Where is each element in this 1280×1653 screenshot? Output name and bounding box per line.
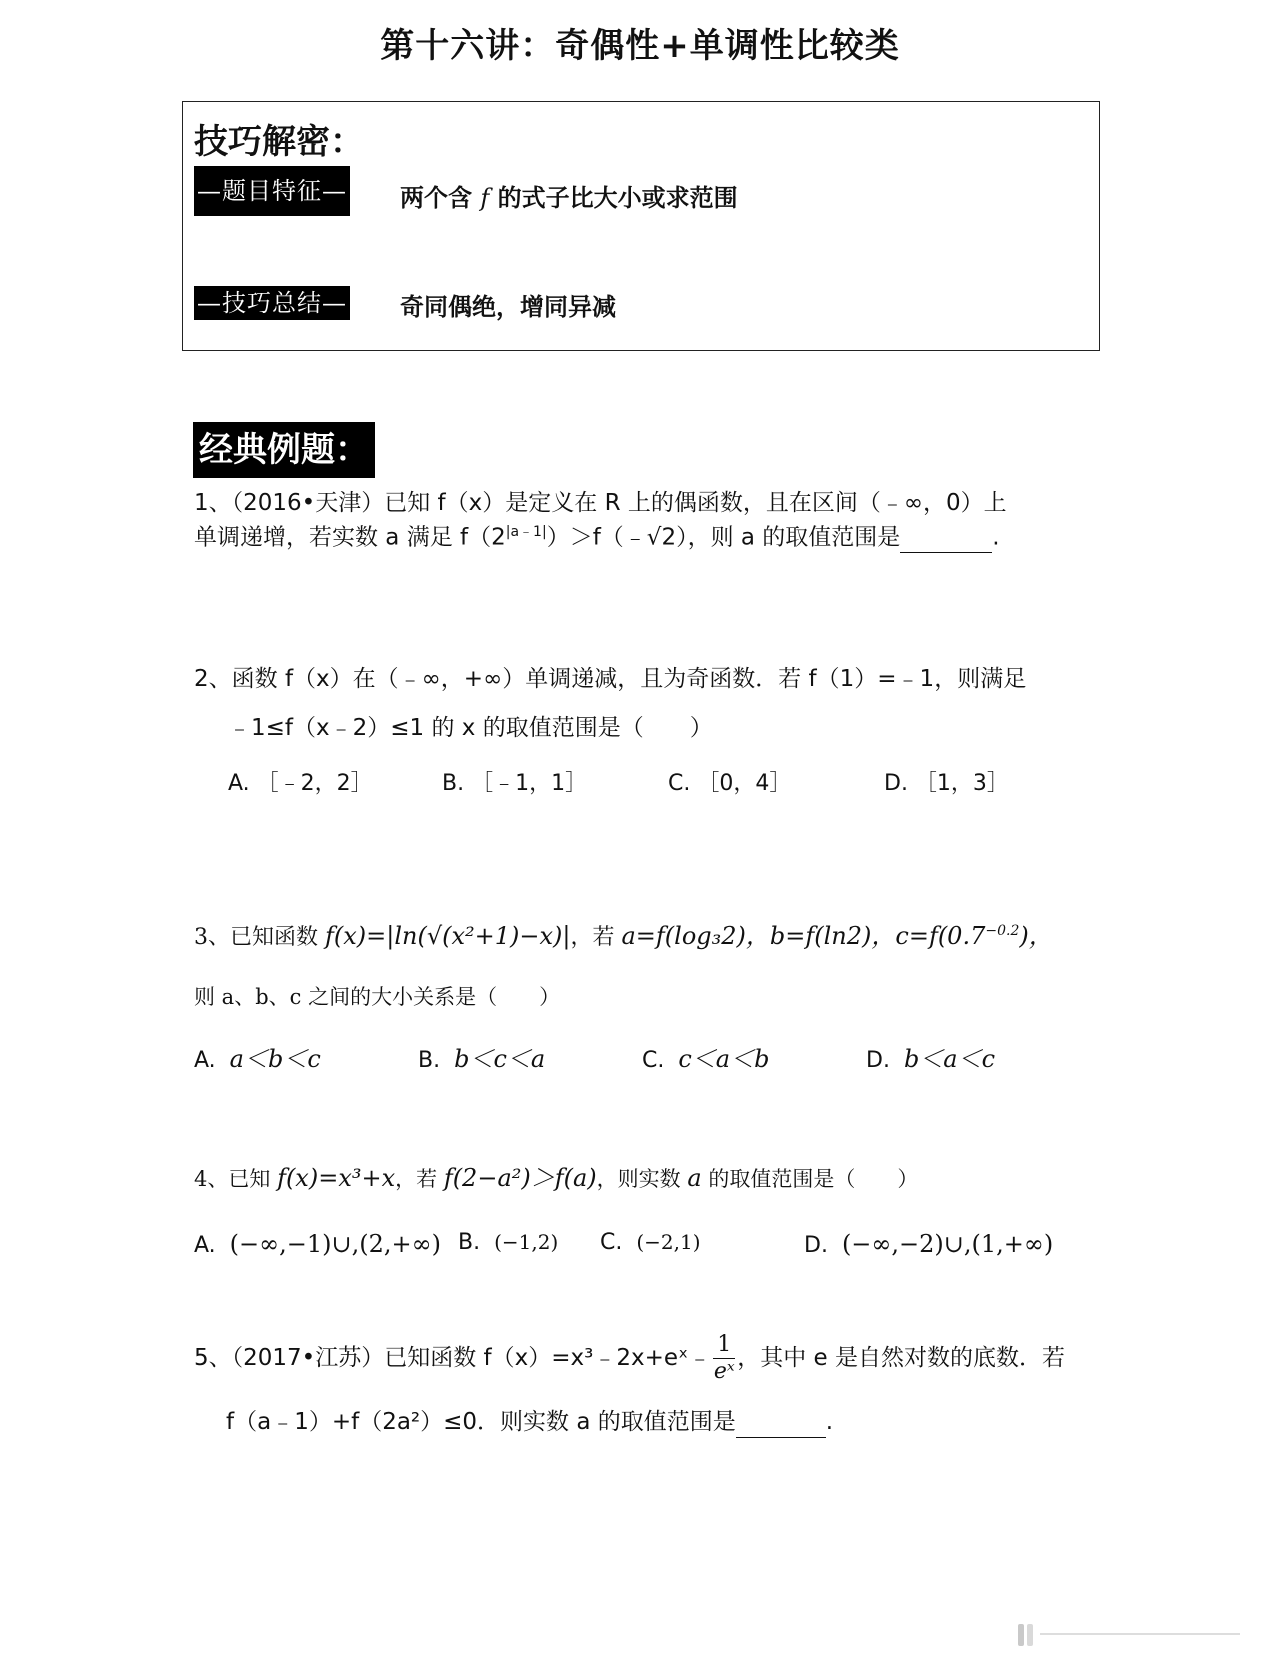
problem-3-line-2: 则 a、b、c 之间的大小关系是（ ） [194, 985, 561, 1009]
fraction [713, 1332, 735, 1385]
section-title: 经典例题： [193, 422, 375, 478]
text-part: ，其中 e 是自然对数的底数．若 [737, 1345, 1066, 1371]
text-part: ，则实数 [596, 1167, 681, 1191]
option-label: D. [866, 1048, 890, 1073]
option-label: C. [600, 1230, 623, 1255]
problem-2-option-c[interactable]: C. ［0，4］ [668, 771, 792, 796]
problem-3-option-b[interactable] [418, 1039, 545, 1074]
fraction-denominator: eˣ [713, 1359, 735, 1384]
text-part: . [825, 1409, 834, 1435]
problem-2-line-2: ﹣1≤f（x﹣2）≤1 的 x 的取值范围是（ ） [228, 715, 713, 741]
option-expr: (−1,2) [494, 1230, 559, 1254]
problem-4-option-a[interactable] [194, 1230, 441, 1258]
text-part: ，若 [570, 925, 615, 950]
option-expr: (−∞,−1)∪,(2,+∞) [229, 1230, 441, 1258]
option-label: C. [642, 1048, 665, 1073]
option-label: B. [458, 1230, 481, 1255]
text-part: 3、已知函数 [194, 925, 318, 950]
summary-text: 奇同偶绝，增同异减 [400, 293, 616, 321]
problem-5-line-1 [194, 1332, 1065, 1385]
problem-1-line-1: 1、（2016•天津）已知 f（x）是定义在 R 上的偶函数，且在区间（﹣∞，0）上 [194, 490, 1007, 516]
text-part: 的取值范围是（ ） [708, 1167, 919, 1191]
math-expr [622, 922, 1053, 950]
feature-text-part: 两个含 [400, 184, 472, 212]
problem-3-option-c[interactable] [642, 1039, 769, 1074]
problem-2-line-1: 2、函数 f（x）在（﹣∞，+∞）单调递减，且为奇函数．若 f（1）=﹣1，则满足 [194, 666, 1027, 692]
option-expr: b＜c＜a [454, 1045, 546, 1073]
page-title: 第十六讲：奇偶性+单调性比较类 [380, 26, 900, 66]
problem-2-option-a[interactable]: A. ［﹣2，2］ [228, 771, 373, 796]
text-part: f（a﹣1）+f（2a²）≤0．则实数 a 的取值范围是 [226, 1409, 736, 1435]
math-var: a [687, 1164, 702, 1192]
math-expr: f(x)=x³+x [277, 1164, 396, 1192]
problem-4-option-c[interactable] [600, 1230, 701, 1255]
problem-1-line-2 [194, 524, 1000, 553]
feature-text [400, 178, 738, 213]
scrollbar-track[interactable] [1040, 1633, 1240, 1635]
problem-2-option-b[interactable]: B. ［﹣1，1］ [442, 771, 588, 796]
scrollbar[interactable] [1018, 1622, 1246, 1642]
problem-4-option-b[interactable] [458, 1230, 558, 1255]
problem-4-option-d[interactable] [804, 1230, 1053, 1258]
scrollbar-grip[interactable] [1027, 1624, 1033, 1646]
math-part: )， [1019, 922, 1053, 950]
math-part: a=f(log₃2)，b=f(ln2)，c=f(0.7 [621, 922, 986, 950]
option-expr: c＜a＜b [678, 1045, 770, 1073]
text-part: ）＞f（﹣√2），则 a 的取值范围是 [546, 524, 901, 551]
option-expr: b＜a＜c [903, 1045, 996, 1073]
problem-5-line-2 [226, 1409, 833, 1438]
summary-tag: —技巧总结— [194, 286, 350, 320]
text-part: 单调递增，若实数 a 满足 f（2 [194, 524, 506, 551]
feature-text-part: 的式子比大小或求范围 [497, 184, 738, 212]
exponent: −0.2 [985, 923, 1020, 939]
exponent: |a﹣1| [505, 524, 547, 540]
problem-3-option-d[interactable] [866, 1039, 995, 1074]
feature-tag: —题目特征— [194, 166, 350, 216]
option-expr: (−2,1) [636, 1230, 701, 1254]
option-expr: (−∞,−2)∪,(1,+∞) [841, 1230, 1054, 1258]
problem-2-option-d[interactable]: D. ［1，3］ [884, 771, 1009, 796]
answer-blank[interactable] [900, 525, 992, 554]
problem-4-line-1 [194, 1164, 918, 1193]
feature-text-f: f [480, 184, 490, 212]
text-part: . [992, 524, 1000, 551]
answer-blank[interactable] [736, 1409, 826, 1438]
option-label: A. [194, 1048, 216, 1073]
math-expr: f(x)=|ln(√(x²+1)−x)| [325, 922, 571, 950]
text-part: 4、已知 [194, 1167, 271, 1191]
option-expr: a＜b＜c [229, 1045, 321, 1073]
option-label: A. [194, 1233, 216, 1258]
text-part: ，若 [395, 1167, 438, 1191]
fraction-numerator: 1 [713, 1332, 735, 1359]
option-label: D. [804, 1233, 828, 1258]
option-label: B. [418, 1048, 441, 1073]
text-part: 5、（2017•江苏）已知函数 f（x）=x³﹣2x+eˣ﹣ [194, 1345, 712, 1371]
tips-box [182, 101, 1100, 351]
math-expr: f(2−a²)＞f(a) [443, 1164, 597, 1192]
problem-3-option-a[interactable] [194, 1039, 321, 1074]
problem-3-line-1 [194, 922, 1053, 951]
tips-heading: 技巧解密： [194, 122, 364, 162]
scrollbar-grip[interactable] [1018, 1624, 1024, 1646]
